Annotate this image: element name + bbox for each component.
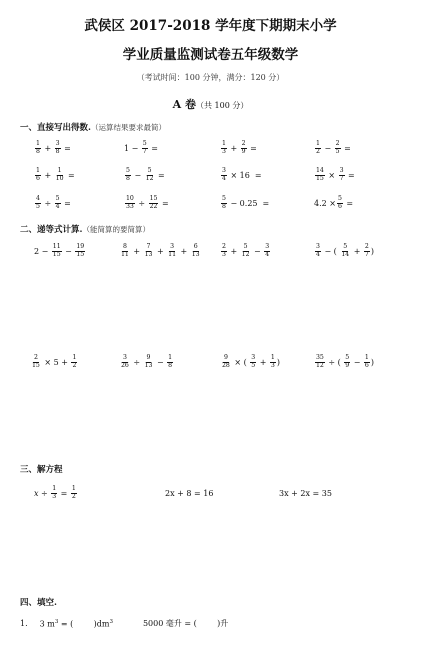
section-2-label: 二、递等式计算. [20, 225, 83, 235]
fraction: $\frac{1}{2}$ [72, 354, 77, 369]
title-line-2: 学业质量监测试卷五年级数学 [122, 47, 299, 63]
section-2-note: （能简算的要简算） [82, 225, 150, 234]
fraction: $\frac{3}{5}$ [251, 354, 256, 369]
fraction: $\frac{3}{11}$ [168, 243, 177, 258]
s1-question-11: $\frac{5}{8}$ − 0.25 = [222, 195, 270, 210]
fraction: $\frac{5}{12}$ [145, 167, 154, 182]
s2-question-8: $\frac{35}{12}$ ÷ ( $\frac{5}{9}$ − $\frac{1}{6}$ ) [316, 354, 374, 369]
s2-question-2: $\frac{8}{11}$ + $\frac{7}{13}$ + $\frac{3}{11}$ + $\frac{6}{13}$ [121, 243, 200, 258]
fraction: $\frac{1}{8}$ [168, 354, 173, 369]
section-4-title: 四、填空. [20, 598, 57, 608]
paper-a-heading [0, 96, 421, 112]
fraction: $\frac{5}{6}$ [337, 195, 342, 210]
title-line-1: 武侯区 2017-2018 学年度下期期末小学 [84, 18, 337, 34]
fill-blank-capacity: 5000 毫升 = ( )升 [142, 619, 229, 628]
s2-question-1: 2 − $\frac{11}{15}$ − $\frac{19}{15}$ [34, 243, 85, 258]
fraction: $\frac{1}{6}$ [364, 354, 369, 369]
fraction: $\frac{5}{8}$ [126, 167, 130, 182]
fraction: $\frac{14}{15}$ [316, 167, 324, 182]
section-3-title: 三、解方程 [20, 465, 63, 475]
fraction: $\frac{5}{4}$ [55, 195, 60, 210]
fraction: $\frac{3}{4}$ [222, 167, 226, 182]
s2-question-3: $\frac{2}{3}$ + $\frac{5}{12}$ − $\frac{3}{4}$ [222, 243, 270, 258]
s1-question-2: 1 − $\frac{5}{7}$ = [124, 140, 158, 155]
fraction: $\frac{9}{13}$ [144, 354, 153, 369]
fraction: $\frac{8}{11}$ [121, 243, 129, 258]
question-number: 1. [20, 619, 28, 628]
fraction: $\frac{3}{26}$ [121, 354, 129, 369]
s1-question-6: $\frac{5}{8}$ − $\frac{5}{12}$ = [126, 167, 165, 182]
s1-question-9: $\frac{4}{5}$ ÷ $\frac{5}{4}$ = [36, 195, 71, 210]
fraction: $\frac{35}{12}$ [316, 354, 324, 369]
fraction: $\frac{6}{13}$ [191, 243, 200, 258]
section-1-note: （运算结果要求最简） [90, 123, 166, 132]
fraction: $\frac{1}{3}$ [222, 140, 226, 155]
fraction: $\frac{5}{14}$ [341, 243, 350, 258]
fraction: $\frac{2}{3}$ [222, 243, 226, 258]
fraction: $\frac{5}{9}$ [345, 354, 350, 369]
fraction: $\frac{1}{2}$ [71, 485, 76, 500]
section-1-label: 一、直接写出得数. [20, 123, 91, 133]
s1-question-12: 4.2 × $\frac{5}{6}$ = [314, 195, 354, 210]
s1-question-5: $\frac{1}{6}$ + $\frac{1}{10}$ = [36, 167, 75, 182]
s1-question-3: $\frac{1}{3}$ + $\frac{2}{9}$ = [222, 140, 257, 155]
s2-question-6: $\frac{3}{26}$ ÷ $\frac{9}{13}$ − $\frac{1}{8}$ [121, 354, 173, 369]
section-2-title [20, 223, 150, 235]
paper-score: （共 100 分） [196, 101, 249, 110]
section-1-title [20, 121, 166, 133]
s4-question-1 [20, 618, 228, 629]
fraction: $\frac{5}{8}$ [222, 195, 226, 210]
fraction: $\frac{19}{15}$ [76, 243, 85, 258]
fraction: $\frac{2}{7}$ [364, 243, 369, 258]
fraction: $\frac{7}{13}$ [144, 243, 153, 258]
s3-equation-3: 3x + 2x = 35 [279, 489, 332, 498]
fraction: $\frac{3}{7}$ [339, 167, 344, 182]
s1-question-7: $\frac{3}{4}$ × 16 = [222, 167, 262, 182]
fill-blank-volume: 3 $m^3$ = ( )$dm^3$ [39, 618, 113, 629]
s2-question-7: $\frac{9}{28}$ × ( $\frac{3}{5}$ + $\frac{1}{3}$ ) [222, 354, 280, 369]
fraction: $\frac{2}{15}$ [32, 354, 40, 369]
fraction: $\frac{15}{22}$ [149, 195, 158, 210]
paper-label: A 卷 [172, 98, 196, 111]
fraction: $\frac{5}{7}$ [142, 140, 147, 155]
fraction: $\frac{3}{4}$ [316, 243, 320, 258]
fraction: $\frac{1}{3}$ [270, 354, 275, 369]
s3-equation-2: 2x + 8 = 16 [165, 489, 214, 498]
fraction: $\frac{11}{15}$ [52, 243, 61, 258]
s2-question-5: $\frac{2}{15}$ × 5 + $\frac{1}{2}$ [32, 354, 77, 369]
fraction: $\frac{1}{6}$ [36, 167, 40, 182]
fraction: $\frac{3}{4}$ [265, 243, 270, 258]
s1-question-8: $\frac{14}{15}$ × $\frac{3}{7}$ = [316, 167, 355, 182]
s3-equation-1: x ÷ $\frac{1}{3}$ = $\frac{1}{2}$ [34, 485, 76, 500]
s1-question-10: $\frac{10}{33}$ ÷ $\frac{15}{22}$ = [126, 195, 169, 210]
fraction: $\frac{5}{12}$ [241, 243, 250, 258]
s2-question-4: $\frac{3}{4}$ − ( $\frac{5}{14}$ + $\frac{2}{7}$ ) [316, 243, 374, 258]
fraction: $\frac{3}{8}$ [55, 140, 60, 155]
fraction: $\frac{2}{5}$ [335, 140, 340, 155]
exam-info: （考试时间：100 分钟，满分：120 分） [136, 73, 285, 82]
fraction: $\frac{10}{33}$ [126, 195, 134, 210]
fraction: $\frac{1}{8}$ [36, 140, 40, 155]
s1-question-1: $\frac{1}{8}$ + $\frac{3}{8}$ = [36, 140, 71, 155]
fraction: $\frac{9}{28}$ [222, 354, 230, 369]
fraction: $\frac{4}{5}$ [36, 195, 40, 210]
s1-question-4: $\frac{1}{2}$ − $\frac{2}{5}$ = [316, 140, 351, 155]
fraction: $\frac{1}{10}$ [55, 167, 64, 182]
fraction: $\frac{1}{2}$ [316, 140, 320, 155]
fraction: $\frac{1}{3}$ [52, 485, 57, 500]
fraction: $\frac{2}{9}$ [241, 140, 246, 155]
